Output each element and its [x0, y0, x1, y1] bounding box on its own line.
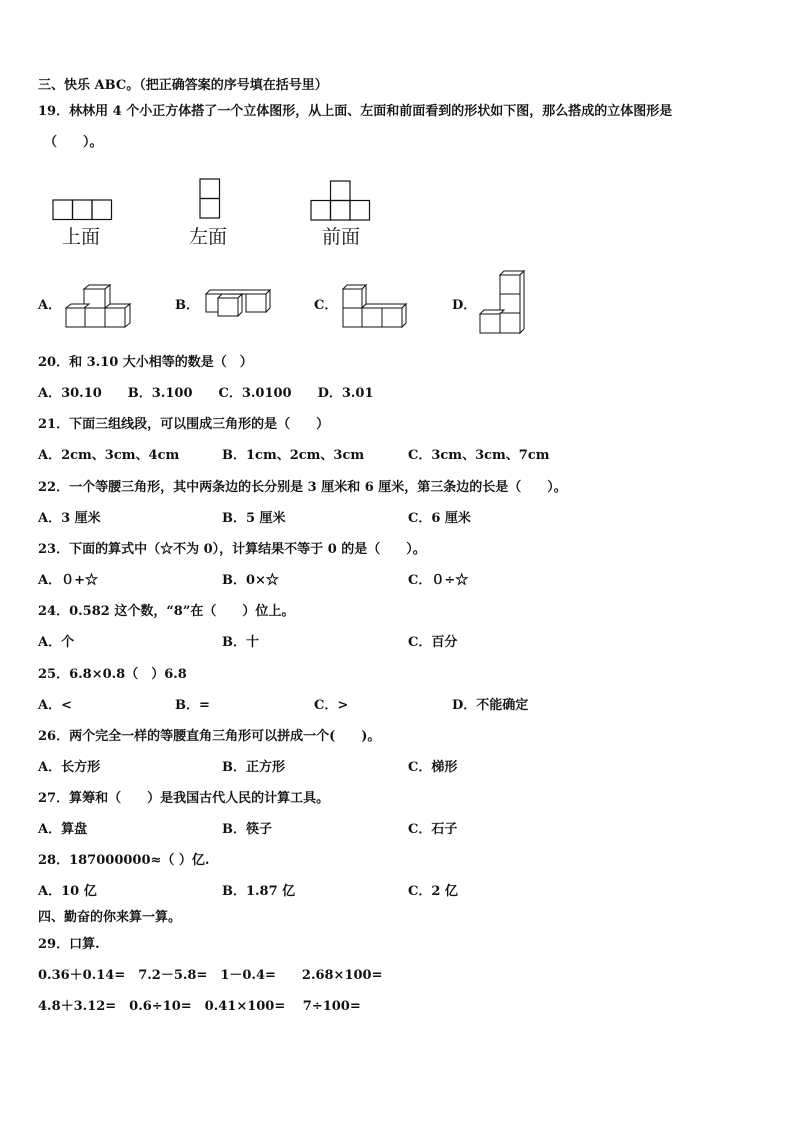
- question-22-stem: 22．一个等腰三角形，其中两条边的长分别是 3 厘米和 6 厘米，第三条边的长是（ ）。: [38, 480, 567, 495]
- q22-option-c[interactable]: C．6 厘米: [408, 511, 471, 526]
- q28-option-c[interactable]: C．2 亿: [408, 884, 458, 899]
- q23-option-a[interactable]: A．０+☆: [38, 573, 98, 588]
- q22-option-a[interactable]: A．3 厘米: [38, 511, 101, 526]
- q19-option-a-figure: [64, 282, 134, 330]
- front-view-caption: 前面: [322, 226, 361, 248]
- q25-option-b[interactable]: B．=: [175, 698, 210, 713]
- question-25-stem: 25．6.8×0.8（ ）6.8: [38, 667, 187, 682]
- q26-option-c[interactable]: C．梯形: [408, 760, 458, 775]
- q24-option-b[interactable]: B．十: [222, 635, 259, 650]
- q19-option-c-label[interactable]: C．: [314, 298, 338, 313]
- q25-option-c[interactable]: C．>: [314, 698, 349, 713]
- q19-option-a-label[interactable]: A．: [38, 298, 62, 313]
- question-26-stem: 26．两个完全一样的等腰直角三角形可以拼成一个( )。: [38, 729, 381, 744]
- q27-option-b[interactable]: B．筷子: [222, 822, 272, 837]
- question-29-stem: 29．口算.: [38, 937, 100, 952]
- q23-option-c[interactable]: C．０÷☆: [408, 573, 469, 588]
- q21-option-b[interactable]: B．1cm、2cm、3cm: [222, 448, 365, 463]
- front-view-figure: [310, 180, 374, 224]
- section-4-title: 四、勤奋的你来算一算。: [38, 910, 182, 925]
- q24-option-c[interactable]: C．百分: [408, 635, 458, 650]
- question-21-stem: 21．下面三组线段，可以围成三角形的是（ ）: [38, 417, 330, 432]
- question-19-stem: 19．林林用 4 个小正方体搭了一个立体图形，从上面、左面和前面看到的形状如下图，那么搭成的立体图形是: [38, 104, 673, 119]
- q19-option-b-figure: [200, 286, 274, 322]
- question-24-stem: 24．0.582 这个数，“8”在（ ）位上。: [38, 604, 295, 619]
- left-view-figure: [199, 178, 223, 222]
- q19-option-d-label[interactable]: D．: [452, 298, 477, 313]
- question-19-answer-blank: （ ）。: [44, 135, 103, 150]
- q25-option-a[interactable]: A．<: [38, 698, 72, 713]
- q21-option-c[interactable]: C．3cm、3cm、7cm: [408, 448, 550, 463]
- q24-option-a[interactable]: A．个: [38, 635, 75, 650]
- question-20-options[interactable]: A．30.10 B．3.100 C．3.0100 D．3.01: [38, 386, 374, 401]
- q26-option-a[interactable]: A．长方形: [38, 760, 101, 775]
- q25-option-d[interactable]: D．不能确定: [452, 698, 529, 713]
- q19-option-d-figure: [478, 268, 530, 336]
- q29-row-2: 4.8＋3.12= 0.6÷10= 0.41×100= 7÷100=: [38, 999, 361, 1014]
- q22-option-b[interactable]: B．5 厘米: [222, 511, 286, 526]
- q23-option-b[interactable]: B．0×☆: [222, 573, 279, 588]
- q27-option-c[interactable]: C．石子: [408, 822, 458, 837]
- top-view-caption: 上面: [62, 226, 101, 248]
- top-view-figure: [52, 198, 114, 222]
- question-28-stem: 28．187000000≈（ ）亿.: [38, 853, 210, 868]
- q28-option-a[interactable]: A．10 亿: [38, 884, 97, 899]
- question-20-stem: 20．和 3.10 大小相等的数是（ ）: [38, 355, 253, 370]
- q29-row-1: 0.36＋0.14= 7.2－5.8= 1－0.4= 2.68×100=: [38, 968, 383, 983]
- section-3-title: 三、快乐 ABC。（把正确答案的序号填在括号里）: [38, 78, 328, 93]
- left-view-caption: 左面: [189, 226, 228, 248]
- q28-option-b[interactable]: B．1.87 亿: [222, 884, 296, 899]
- q19-option-b-label[interactable]: B．: [175, 298, 199, 313]
- q27-option-a[interactable]: A．算盘: [38, 822, 88, 837]
- question-23-stem: 23．下面的算式中（☆不为 0），计算结果不等于 0 的是（ ）。: [38, 542, 426, 557]
- q21-option-a[interactable]: A．2cm、3cm、4cm: [38, 448, 180, 463]
- q19-option-c-figure: [340, 282, 410, 330]
- question-27-stem: 27．算筹和（ ）是我国古代人民的计算工具。: [38, 791, 330, 806]
- q26-option-b[interactable]: B．正方形: [222, 760, 285, 775]
